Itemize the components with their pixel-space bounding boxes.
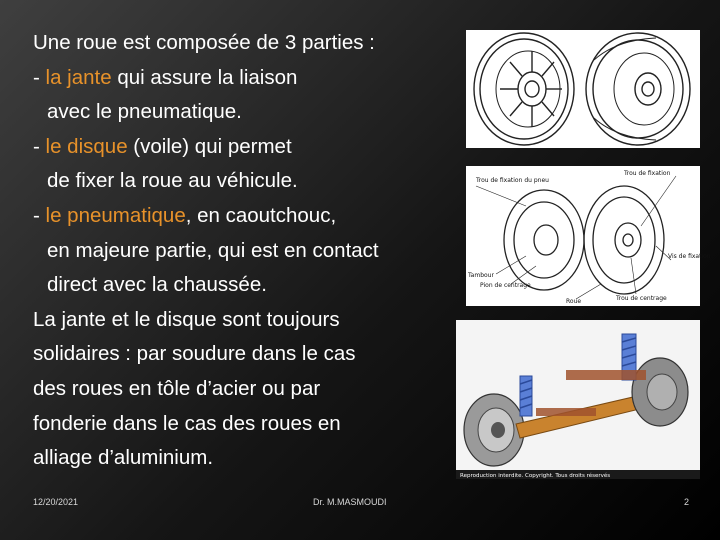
term-pneumatique: le pneumatique xyxy=(45,203,186,227)
wheel-rims-illustration xyxy=(466,30,700,148)
wheel-rims-drawing xyxy=(466,30,700,148)
bullet-pneumatique xyxy=(33,199,463,234)
bullet-pneumatique-cont2: direct avec la chaussée. xyxy=(47,273,267,297)
intro-line: Une roue est composée de 3 parties : xyxy=(33,31,375,54)
wheel-assembly-drawing xyxy=(466,166,711,306)
bullet-jante-cont: avec le pneumatique. xyxy=(47,100,242,124)
bullet-pneumatique-text: , en caoutchouc, xyxy=(185,203,337,227)
label-vis-fixation: Vis de fixation xyxy=(668,253,711,260)
label-pion-centrage: Pion de centrage xyxy=(480,282,531,289)
bullet-disque-cont: de fixer la roue au véhicule. xyxy=(47,169,298,193)
slide-body-text xyxy=(33,26,463,476)
footer-date: 12/20/2021 xyxy=(33,497,79,507)
label-tambour: Tambour xyxy=(468,272,494,279)
bullet-jante xyxy=(33,61,463,96)
label-trou-centrage: Trou de centrage xyxy=(616,295,667,302)
label-roue: Roue xyxy=(566,298,582,305)
bullet-prefix: - xyxy=(33,134,46,158)
bullet-disque xyxy=(33,130,463,165)
term-jante: la jante xyxy=(45,65,112,89)
footer-author: Dr. M.MASMOUDI xyxy=(313,497,387,507)
axle-suspension-illustration xyxy=(456,320,700,479)
bullet-prefix: - xyxy=(33,65,46,89)
bullet-jante-text: qui assure la liaison xyxy=(111,65,298,89)
bullet-pneumatique-cont1: en majeure partie, qui est en contact xyxy=(47,238,379,262)
bullet-disque-text: (voile) qui permet xyxy=(127,134,292,158)
wheel-assembly-diagram xyxy=(466,166,711,306)
figure-copyright-caption: Reproduction interdite. Copyright. Tous droits réservés xyxy=(460,473,611,479)
label-trou-fixation: Trou de fixation xyxy=(624,170,671,177)
label-trou-fixation-pneu: Trou de fixation du pneu xyxy=(476,177,549,184)
axle-suspension-drawing xyxy=(456,320,700,479)
para-line-5: alliage d’aluminium. xyxy=(33,446,214,470)
para-line-1: La jante et le disque sont toujours xyxy=(33,307,340,331)
para-line-4: fonderie dans le cas des roues en xyxy=(33,411,341,435)
para-line-2: solidaires : par soudure dans le cas xyxy=(33,342,356,366)
footer-page-number: 2 xyxy=(684,497,690,507)
para-line-3: des roues en tôle d’acier ou par xyxy=(33,376,321,400)
bullet-prefix: - xyxy=(33,203,46,227)
term-disque: le disque xyxy=(45,134,128,158)
